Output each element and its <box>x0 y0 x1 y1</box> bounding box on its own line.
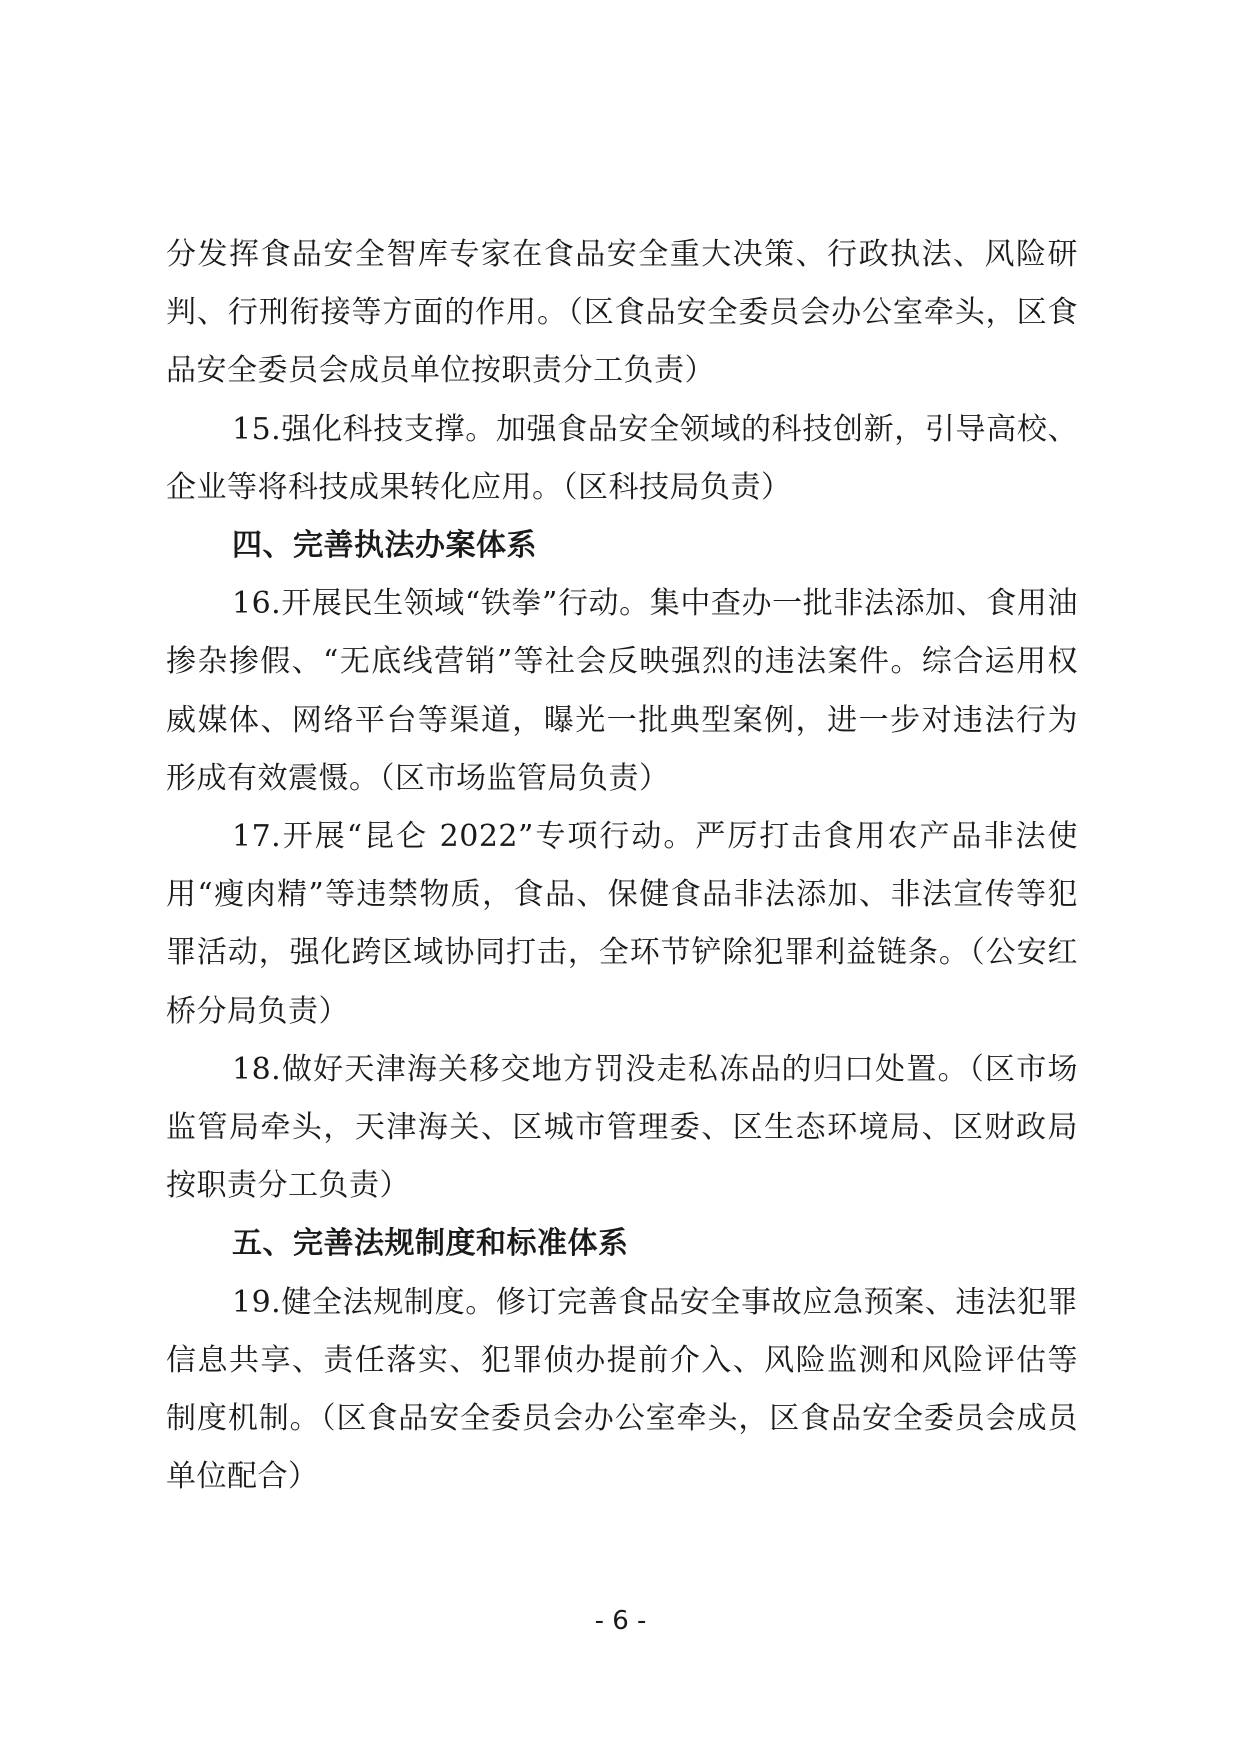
document-body <box>166 226 1078 1506</box>
page-number: - 6 - <box>594 1606 647 1636</box>
item-17: 17.开展“昆仑 2022”专项行动。严厉打击食用农产品非法使用“瘦肉精”等违禁物质，食品、保健食品非法添加、非法宣传等犯罪活动，强化跨区域协同打击，全环节铲除犯罪利益链条。（公安红桥分局负责） <box>166 819 1078 1029</box>
section-heading-5: 五、完善法规制度和标准体系 <box>232 1226 629 1262</box>
paragraph-continuation: 分发挥食品安全智库专家在食品安全重大决策、行政执法、风险研判、行刑衔接等方面的作用。（区食品安全委员会办公室牵头，区食品安全委员会成员单位按职责分工负责） <box>166 237 1078 389</box>
item-15: 15.强化科技支撑。加强食品安全领域的科技创新，引导高校、企业等将科技成果转化应用。（区科技局负责） <box>166 411 1078 505</box>
item-16: 16.开展民生领域“铁拳”行动。集中查办一批非法添加、食用油掺杂掺假、“无底线营销”等社会反映强烈的违法案件。综合运用权威媒体、网络平台等渠道，曝光一批典型案例，进一步对违法行为形成有效震慑。（区市场监管局负责） <box>166 586 1078 796</box>
item-19: 19.健全法规制度。修订完善食品安全事故应急预案、违法犯罪信息共享、责任落实、犯罪侦办提前介入、风险监测和风险评估等制度机制。（区食品安全委员会办公室牵头，区食品安全委员会成员单位配合） <box>166 1284 1078 1495</box>
item-18: 18.做好天津海关移交地方罚没走私冻品的归口处置。（区市场监管局牵头，天津海关、区城市管理委、区生态环境局、区财政局按职责分工负责） <box>166 1051 1078 1204</box>
section-heading-4: 四、完善执法办案体系 <box>232 528 537 564</box>
